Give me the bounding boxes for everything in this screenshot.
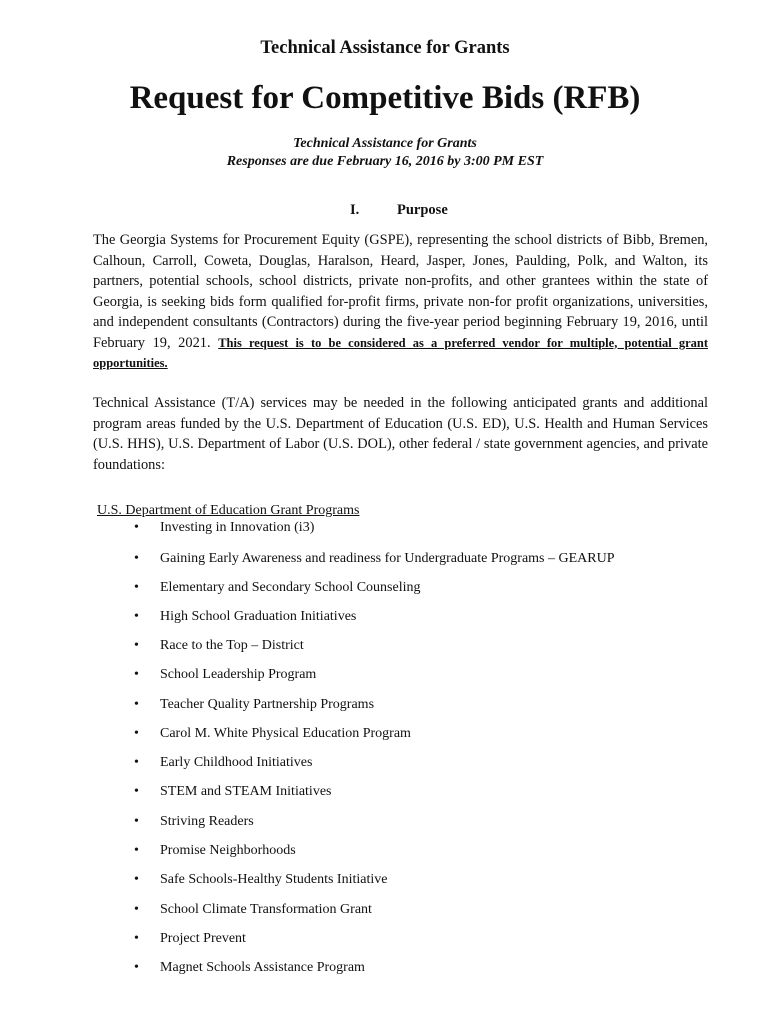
- preferred-vendor-note: This request is to be considered as a preferred vendor for multiple, potential grant opportunities.: [93, 335, 708, 370]
- list-item: [0, 638, 770, 660]
- bullet-icon: •: [134, 726, 139, 741]
- program-name: Early Childhood Initiatives: [160, 755, 313, 770]
- program-name: School Leadership Program: [160, 667, 317, 682]
- program-name: Promise Neighborhoods: [160, 843, 296, 858]
- program-name: Investing in Innovation (i3): [160, 520, 315, 535]
- section-title: Purpose: [397, 202, 448, 218]
- program-name: Carol M. White Physical Education Program: [160, 726, 411, 741]
- list-item: [0, 667, 770, 689]
- program-name: Gaining Early Awareness and readiness for Undergraduate Programs – GEARUP: [160, 551, 615, 566]
- list-item: [0, 931, 770, 953]
- list-item: [0, 755, 770, 777]
- bullet-icon: •: [134, 755, 139, 770]
- purpose-text: The Georgia Systems for Procurement Equity (GSPE), representing the school districts of Bibb, Bremen, Calhoun, Carroll, Coweta, Douglas, Haralson, Heard, Jasper, Jones, Paulding, Polk, and Walton, its partners, potential schools, school districts, private non-profits, and other grantees within the state of Georgia, is seeking bids form qualified for-profit firms, private non-for profit organizations, universities, and independent consultants (Contractors) during the five-year period beginning February 19, 2016, until February 19, 2021.: [93, 232, 708, 351]
- list-item: [0, 902, 770, 924]
- bullet-icon: •: [134, 697, 139, 712]
- list-item: [0, 551, 770, 573]
- bullet-icon: •: [134, 784, 139, 799]
- bullet-icon: •: [134, 638, 139, 653]
- list-item: [0, 784, 770, 806]
- subtitle: Technical Assistance for Grants: [293, 136, 477, 151]
- bullet-icon: •: [134, 931, 139, 946]
- program-name: Elementary and Secondary School Counseling: [160, 580, 421, 595]
- bullet-icon: •: [134, 520, 139, 535]
- bullet-icon: •: [134, 667, 139, 682]
- bullet-icon: •: [134, 580, 139, 595]
- program-name: STEM and STEAM Initiatives: [160, 784, 332, 799]
- document-header: Technical Assistance for Grants: [260, 38, 510, 58]
- program-name: Project Prevent: [160, 931, 246, 946]
- program-name: Safe Schools-Healthy Students Initiative: [160, 872, 388, 887]
- program-name: Teacher Quality Partnership Programs: [160, 697, 375, 712]
- list-item: [0, 609, 770, 631]
- purpose-paragraph: [93, 230, 708, 374]
- list-item: [0, 580, 770, 602]
- program-name: Magnet Schools Assistance Program: [160, 960, 365, 975]
- program-list-heading: U.S. Department of Education Grant Programs: [97, 503, 360, 518]
- program-name: Race to the Top – District: [160, 638, 304, 653]
- bullet-icon: •: [134, 902, 139, 917]
- bullet-icon: •: [134, 814, 139, 829]
- due-date-notice: Responses are due February 16, 2016 by 3:00 PM EST: [226, 154, 544, 169]
- list-item: [0, 697, 770, 719]
- technical-assistance-paragraph: Technical Assistance (T/A) services may be needed in the following anticipated grants and additional program areas funded by the U.S. Department of Education (U.S. ED), U.S. Health and Human Services (U.S. HHS), U.S. Department of Labor (U.S. DOL), other federal / state government agencies, and private foundations:: [93, 395, 708, 473]
- bullet-icon: •: [134, 551, 139, 566]
- list-item: [0, 814, 770, 836]
- list-item: [0, 872, 770, 894]
- page-title: Request for Competitive Bids (RFB): [129, 80, 641, 116]
- list-item: [0, 960, 770, 982]
- section-number: I.: [350, 202, 360, 218]
- bullet-icon: •: [134, 609, 139, 624]
- bullet-icon: •: [134, 872, 139, 887]
- program-name: High School Graduation Initiatives: [160, 609, 357, 624]
- program-name: School Climate Transformation Grant: [160, 902, 372, 917]
- list-item: [0, 843, 770, 865]
- list-item: [0, 726, 770, 748]
- bullet-icon: •: [134, 960, 139, 975]
- program-name: Striving Readers: [160, 814, 254, 829]
- bullet-icon: •: [134, 843, 139, 858]
- list-item: [0, 520, 770, 542]
